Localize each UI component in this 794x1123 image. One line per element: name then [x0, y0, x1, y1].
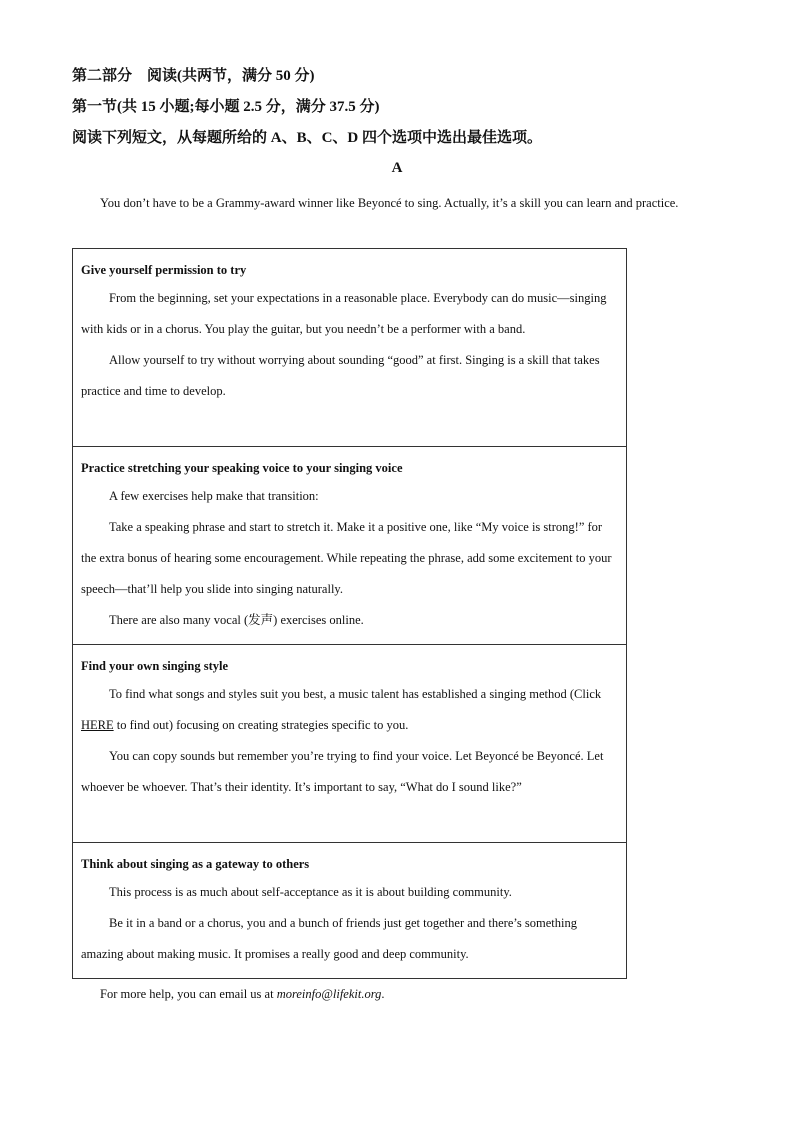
section-heading: 第一节(共 15 小题;每小题 2.5 分，满分 37.5 分)	[72, 99, 380, 115]
instruction-text: 阅读下列短文，从每题所给的 A、B、C、D 四个选项中选出最佳选项。	[72, 130, 543, 146]
email-link[interactable]: moreinfo@lifekit.org	[276, 987, 382, 1001]
section-paragraph: You can copy sounds but remember you’re trying to find your voice. Let Beyoncé be Beyoncé. Let whoever be whoever. That’s their identity. It’s important to say, “What do I sound like?”	[81, 749, 604, 794]
section-paragraph: Be it in a band or a chorus, you and a bunch of friends just get together and there’s something amazing about making music. It promises a really good and deep community.	[81, 916, 577, 961]
footer-text: For more help, you can email us at	[100, 987, 277, 1001]
section-box-permission	[72, 248, 627, 447]
section-box-style	[72, 645, 627, 843]
footer-end: .	[381, 987, 385, 1001]
section-box-stretching	[72, 447, 627, 645]
paragraph-text: to find out) focusing on creating strategies specific to you.	[113, 718, 409, 732]
section-paragraph	[81, 679, 616, 741]
section-paragraph: This process is as much about self-acceptance as it is about building community.	[109, 885, 512, 899]
intro-paragraph: You don’t have to be a Grammy-award winner like Beyoncé to sing. Actually, it’s a skill you can learn and practice.	[100, 196, 679, 210]
section-title: Think about singing as a gateway to others	[81, 857, 310, 871]
footer-note	[100, 984, 385, 1004]
paragraph-text: To find what songs and styles suit you best, a music talent has established a singing method (Click	[109, 687, 602, 701]
part-heading: 第二部分 阅读(共两节，满分 50 分)	[72, 68, 315, 84]
section-title: Practice stretching your speaking voice to your singing voice	[81, 461, 403, 475]
section-box-gateway	[72, 843, 627, 979]
section-paragraph: Take a speaking phrase and start to stretch it. Make it a positive one, like “My voice is strong!” for the extra bonus of hearing some encouragement. While repeating the phrase, add some excitement to your speech—that’ll help you slide into singing naturally.	[81, 520, 612, 596]
passage-letter: A	[391, 160, 403, 176]
section-paragraph: There are also many vocal (发声) exercises online.	[109, 613, 364, 627]
section-title: Give yourself permission to try	[81, 263, 247, 277]
section-title: Find your own singing style	[81, 659, 229, 673]
here-link[interactable]: HERE	[81, 718, 114, 732]
section-paragraph: From the beginning, set your expectations in a reasonable place. Everybody can do music—singing with kids or in a chorus. You play the guitar, but you needn’t be a performer with a band.	[81, 291, 607, 336]
section-paragraph: A few exercises help make that transition:	[109, 489, 319, 503]
section-paragraph: Allow yourself to try without worrying about sounding “good” at first. Singing is a skill that takes practice and time to develop.	[81, 353, 600, 398]
